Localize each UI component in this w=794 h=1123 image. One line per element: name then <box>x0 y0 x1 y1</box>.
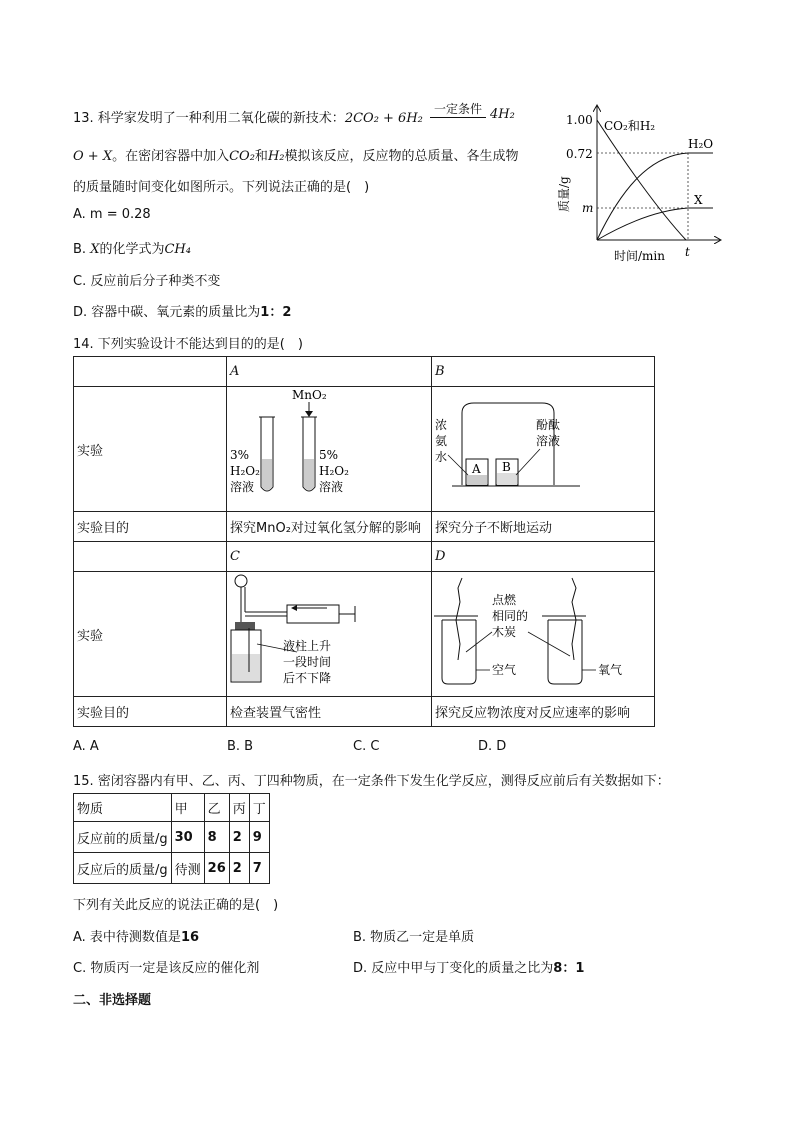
q15-option-c: C. 物质丙一定是该反应的催化剂 <box>73 961 260 976</box>
figure-b-bell-jar <box>432 387 654 511</box>
graph-ytick-100: 1.00 <box>566 113 593 127</box>
q14-header-d: D <box>432 542 655 572</box>
svg-text:MnO₂: MnO₂ <box>292 388 327 402</box>
q15-row-before-label: 反应前的质量/g <box>74 822 172 853</box>
q15-row-after-label: 反应后的质量/g <box>74 853 172 884</box>
q13-option-b: B. X的化学式为CH₄ <box>73 242 191 257</box>
q14-choice-a: A. A <box>73 739 99 754</box>
q14-header-c: C <box>227 542 432 572</box>
graph-label-h2o: H₂O <box>688 137 714 151</box>
q15-prompt: 下列有关此反应的说法正确的是( ) <box>73 898 279 913</box>
figure-a-test-tubes <box>227 387 431 511</box>
q14-choice-c: C. C <box>353 739 380 754</box>
svg-text:氨: 氨 <box>435 434 448 448</box>
q14-goal-a: 探究MnO₂对过氧化氢分解的影响 <box>227 512 432 542</box>
figure-d-charcoal-jars <box>432 572 654 696</box>
q13-equation-reactants: 2CO₂ + 6H₂ <box>344 111 423 126</box>
figure-c-syringe-flask <box>227 572 431 696</box>
svg-text:5%: 5% <box>319 448 339 462</box>
q14-goal-d: 探究反应物浓度对反应速率的影响 <box>432 697 655 727</box>
q15-before-ding: 9 <box>249 822 269 853</box>
q15-header-yi: 乙 <box>204 794 229 822</box>
svg-text:空气: 空气 <box>492 663 517 677</box>
q13-stem-line2: O + X。在密闭容器中加入CO₂和H₂模拟该反应，反应物的总质量、各生成物 <box>73 149 519 164</box>
q14-choice-d: D. D <box>478 739 507 754</box>
svg-text:酚酞: 酚酞 <box>536 418 561 432</box>
svg-text:A: A <box>472 462 481 476</box>
q15-header-jia: 甲 <box>171 794 204 822</box>
graph-label-reactants: CO₂和H₂ <box>604 119 656 133</box>
q15-data-table <box>73 793 270 884</box>
section-heading-non-choice: 二、非选择题 <box>73 993 152 1008</box>
q15-after-ding: 7 <box>249 853 269 884</box>
q14-row-label-goal: 实验目的 <box>74 512 227 542</box>
svg-text:B: B <box>502 460 511 474</box>
q15-option-b: B. 物质乙一定是单质 <box>353 930 475 945</box>
curve-x <box>597 208 713 240</box>
q14-choice-b: B. B <box>227 739 254 754</box>
q15-header-substance: 物质 <box>74 794 172 822</box>
q14-header-blank-2 <box>74 542 227 572</box>
svg-text:木炭: 木炭 <box>492 625 517 639</box>
svg-text:H₂O₂: H₂O₂ <box>319 464 349 478</box>
q13-equation-condition: 一定条件 <box>430 101 486 118</box>
q14-figure-d-cell <box>432 572 655 697</box>
q14-table <box>73 356 655 727</box>
graph-ytick-m: m <box>582 201 594 215</box>
q14-row-label-goal-2: 实验目的 <box>74 697 227 727</box>
svg-text:点燃: 点燃 <box>492 593 517 607</box>
q15-after-bing: 2 <box>229 853 249 884</box>
q14-goal-c: 检查装置气密性 <box>227 697 432 727</box>
graph-xlabel: 时间/min <box>614 249 665 262</box>
q15-header-ding: 丁 <box>249 794 269 822</box>
q15-before-jia: 30 <box>171 822 204 853</box>
svg-text:氧气: 氧气 <box>598 663 623 677</box>
svg-text:后不下降: 后不下降 <box>283 671 332 685</box>
q13-stem-line1 <box>73 107 423 126</box>
svg-text:一段时间: 一段时间 <box>283 655 332 669</box>
svg-text:相同的: 相同的 <box>492 609 529 623</box>
q14-header-blank <box>74 357 227 387</box>
svg-text:溶液: 溶液 <box>536 434 561 448</box>
q15-before-bing: 2 <box>229 822 249 853</box>
q15-option-d: D. 反应中甲与丁变化的质量之比为8：1 <box>353 961 585 976</box>
q14-stem: 14. 下列实验设计不能达到目的的是( ) <box>73 337 303 352</box>
q13-equation-product: 4H₂ <box>490 107 515 122</box>
q14-goal-b: 探究分子不断地运动 <box>432 512 655 542</box>
q15-header-bing: 丙 <box>229 794 249 822</box>
svg-text:H₂O₂: H₂O₂ <box>230 464 260 478</box>
q15-after-jia: 待测 <box>171 853 204 884</box>
q13-stem-intro: 13. 科学家发明了一种利用二氧化碳的新技术： <box>73 111 345 126</box>
q15-option-a: A. 表中待测数值是16 <box>73 930 200 945</box>
q14-header-b: B <box>432 357 655 387</box>
graph-label-x: X <box>694 193 703 207</box>
q13-option-c: C. 反应前后分子种类不变 <box>73 274 221 289</box>
q14-figure-b-cell <box>432 387 655 512</box>
q15-before-yi: 8 <box>204 822 229 853</box>
graph-xtick-t: t <box>685 245 690 259</box>
svg-text:溶液: 溶液 <box>230 480 255 494</box>
svg-text:水: 水 <box>435 450 448 464</box>
q13-stem-line3: 的质量随时间变化如图所示。下列说法正确的是( ) <box>73 180 370 195</box>
svg-text:3%: 3% <box>230 448 250 462</box>
curve-reactants <box>597 120 686 240</box>
q14-header-a: A <box>227 357 432 387</box>
q15-stem: 15. 密闭容器内有甲、乙、丙、丁四种物质，在一定条件下发生化学反应，测得反应前后有关数据如下： <box>73 774 670 789</box>
svg-text:液柱上升: 液柱上升 <box>283 639 332 653</box>
svg-text:浓: 浓 <box>435 418 448 432</box>
graph-ylabel: 质量/g <box>557 176 571 212</box>
q13-option-a: A. m = 0.28 <box>73 207 151 222</box>
q15-after-yi: 26 <box>204 853 229 884</box>
q14-figure-c-cell <box>227 572 432 697</box>
q14-figure-a-cell <box>227 387 432 512</box>
graph-ytick-072: 0.72 <box>566 147 593 161</box>
q13-option-d: D. 容器中碳、氧元素的质量比为1：2 <box>73 305 292 320</box>
q13-mass-time-graph <box>548 100 728 262</box>
svg-text:溶液: 溶液 <box>319 480 344 494</box>
q14-row-label-experiment-2: 实验 <box>74 572 227 697</box>
q13-equation-continued: O + X <box>73 149 113 164</box>
q14-row-label-experiment: 实验 <box>74 387 227 512</box>
